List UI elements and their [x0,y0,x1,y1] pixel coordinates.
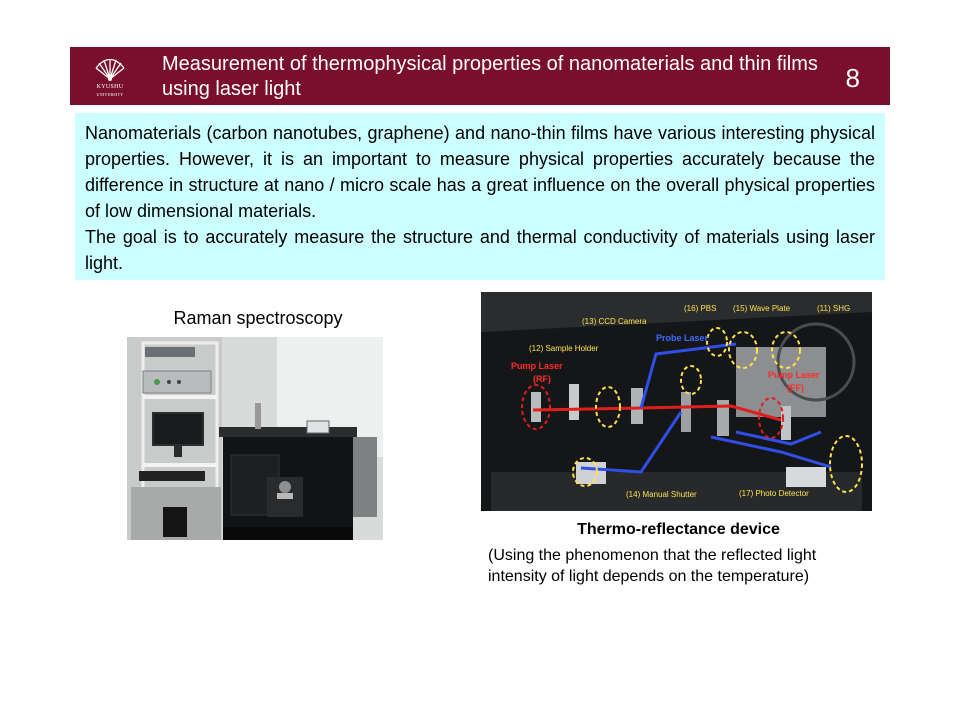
intro-box [75,113,885,280]
label-pbs: (16) PBS [684,304,717,313]
thermo-caption-description [488,545,888,587]
label-wave-plate: (15) Wave Plate [733,304,791,313]
intro-paragraph-1: Nanomaterials (carbon nanotubes, graphene) and nano-thin films have various interesting physical properties. However, it is an important to measure physical properties accurately because the difference in structure at nano / micro scale has a great influence on the overall physical properties of low dimensional materials. [85,123,875,221]
thermo-desc-line-2: intensity of light depends on the temperature) [488,568,810,585]
label-manual-shutter: (14) Manual Shutter [626,490,697,499]
page-number: 8 [845,63,860,93]
raman-caption: Raman spectroscopy [173,308,343,328]
label-shg: (11) SHG [817,304,851,313]
university-logo [90,53,130,101]
label-sample-holder: (12) Sample Holder [529,344,599,353]
title-bar [70,47,890,105]
fan-emblem-icon [90,53,130,85]
label-probe-laser: Probe Laser [656,333,709,343]
logo-name: KYUSHU [96,84,124,90]
intro-paragraph-2: The goal is to accurately measure the structure and thermal conductivity of materials using laser light. [85,227,875,273]
thermo-desc-line-1: (Using the phenomenon that the reflected light [488,547,817,564]
raman-spectroscopy-photo [127,337,383,540]
thermo-caption-title: Thermo-reflectance device [577,521,780,538]
label-pump-laser-rf: Pump Laser [511,361,563,371]
label-pump-laser-rf-mode: (RF) [533,374,551,384]
label-pump-laser-ff: Pump Laser [768,370,820,380]
page-title: Measurement of thermophysical properties of nanomaterials and thin films using laser light [162,53,818,100]
label-photo-detector: (17) Photo Detector [739,489,809,498]
logo-subtitle: UNIVERSITY [96,92,124,97]
label-ccd-camera: (13) CCD Camera [582,317,647,326]
label-pump-laser-ff-mode: (FF) [787,383,804,393]
thermo-reflectance-photo [481,292,872,511]
